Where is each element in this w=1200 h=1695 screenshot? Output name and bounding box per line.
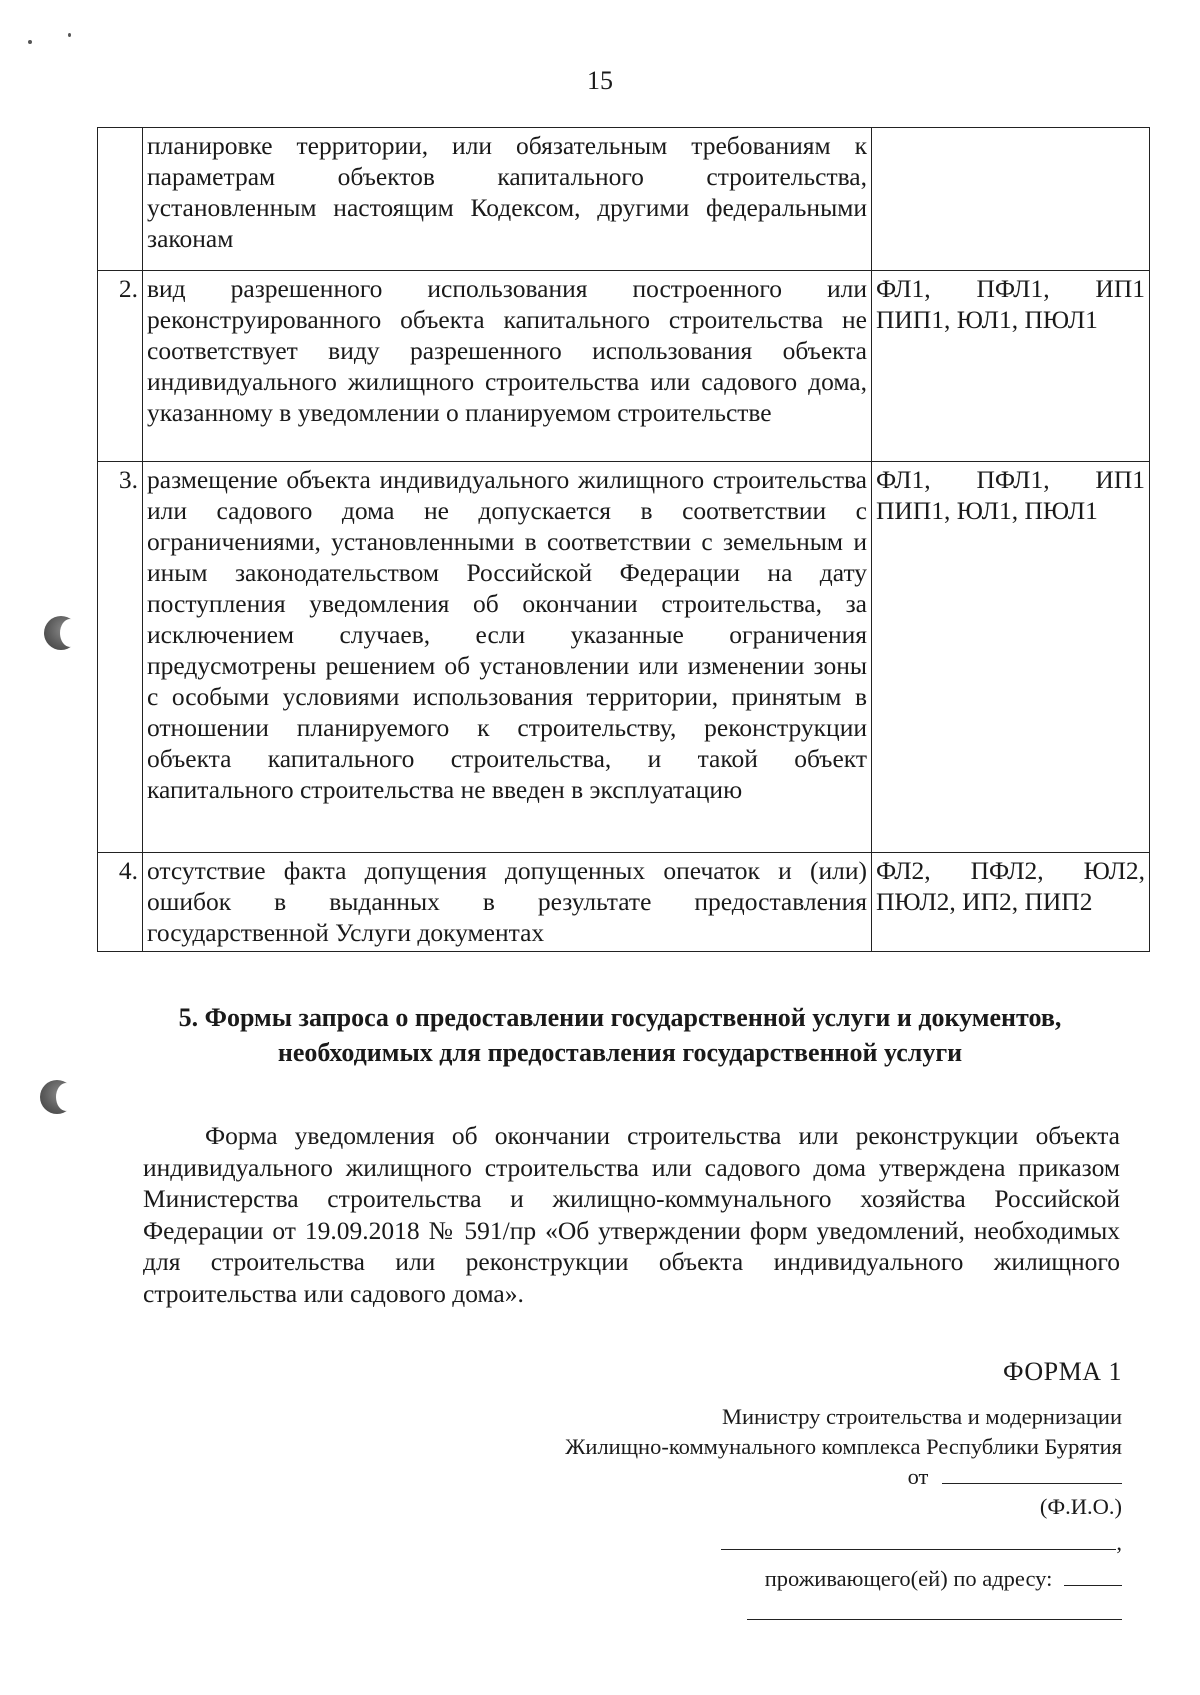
table-row <box>98 271 1150 462</box>
row-number: 4. <box>98 853 143 952</box>
address-field[interactable] <box>1064 1565 1122 1586</box>
fio-caption: (Ф.И.О.) <box>1039 1494 1122 1519</box>
row-reason: размещение объекта индивидуального жилищного строительства или садового дома не допускается в соответствии с ограничениями, установленными в соответствии с земельным и иным законодательством Российской Федерации на дату поступления уведомления об окончании строительства, за исключением случаев, если указанные ограничения предусмотрены решением об установлении или изменении зоны с особыми условиями использования территории, принятым в отношении планируемого к строительству, реконструкции объекта капитального строительства, и такой объект капитального строительства не введен в эксплуатацию <box>143 462 872 853</box>
section-heading <box>120 1000 1120 1070</box>
row-number: 2. <box>98 271 143 462</box>
table-row <box>98 853 1150 952</box>
form-label: ФОРМА 1 <box>1003 1357 1122 1386</box>
from-label: от <box>907 1464 929 1489</box>
body-paragraph: Форма уведомления об окончании строительства или реконструкции объекта индивидуального жилищного строительства или садового дома утверждена приказом Министерства строительства и жилищно-коммунального хозяйства Российской Федерации от 19.09.2018 № 591/пр «Об утверждении форм уведомлений, необходимых для строительства или реконструкции объекта индивидуального жилищного строительства или садового дома». <box>143 1121 1120 1308</box>
table-row <box>98 462 1150 853</box>
addressee-line: Жилищно-коммунального комплекса Республики Бурятия <box>565 1434 1122 1459</box>
row-reason: отсутствие факта допущения допущенных опечаток и (или) ошибок в выданных в результате предоставления государственной Услуги документах <box>143 853 872 952</box>
address-field-continued[interactable] <box>747 1599 1122 1620</box>
addressee-line: Министру строительства и модернизации <box>721 1404 1122 1429</box>
punch-hole-icon <box>40 1080 74 1114</box>
address-label: проживающего(ей) по адресу: <box>764 1566 1053 1591</box>
name-line <box>422 1528 1122 1558</box>
row-reason: вид разрешенного использования построенного или реконструированного объекта капитального строительства не соответствует виду разрешенного использования объекта индивидуального жилищного строительства или садового дома, указанному в уведомлении о планируемом строительстве <box>143 271 872 462</box>
row-number <box>98 128 143 271</box>
row-number: 3. <box>98 462 143 853</box>
row-applicant-codes: ФЛ2, ПФЛ2, ЮЛ2, ПЮЛ2, ИП2, ПИП2 <box>872 853 1150 952</box>
address-line <box>422 1564 1122 1594</box>
table-row <box>98 128 1150 271</box>
row-reason: планировке территории, или обязательным требованиям к параметрам объектов капитального строительства, установленным настоящим Кодексом, другими федеральными законам <box>143 128 872 271</box>
scan-speck <box>28 40 32 44</box>
scan-speck <box>68 33 71 37</box>
section-heading-line: необходимых для предоставления государственной услуги <box>277 1038 963 1067</box>
refusal-grounds-table <box>97 127 1150 952</box>
punch-hole-icon <box>44 616 78 650</box>
fio-field[interactable] <box>942 1463 1122 1484</box>
name-field[interactable] <box>721 1529 1116 1550</box>
page-number: 15 <box>587 66 613 95</box>
row-applicant-codes: ФЛ1, ПФЛ1, ИП1 ПИП1, ЮЛ1, ПЮЛ1 <box>872 271 1150 462</box>
name-comma: , <box>1116 1530 1122 1555</box>
address-line-2 <box>422 1598 1122 1628</box>
from-line <box>422 1462 1122 1492</box>
addressee-block <box>422 1402 1122 1628</box>
section-heading-line: 5. Формы запроса о предоставлении государственной услуги и документов, <box>178 1003 1062 1032</box>
row-applicant-codes: ФЛ1, ПФЛ1, ИП1 ПИП1, ЮЛ1, ПЮЛ1 <box>872 462 1150 853</box>
row-applicant-codes <box>872 128 1150 271</box>
